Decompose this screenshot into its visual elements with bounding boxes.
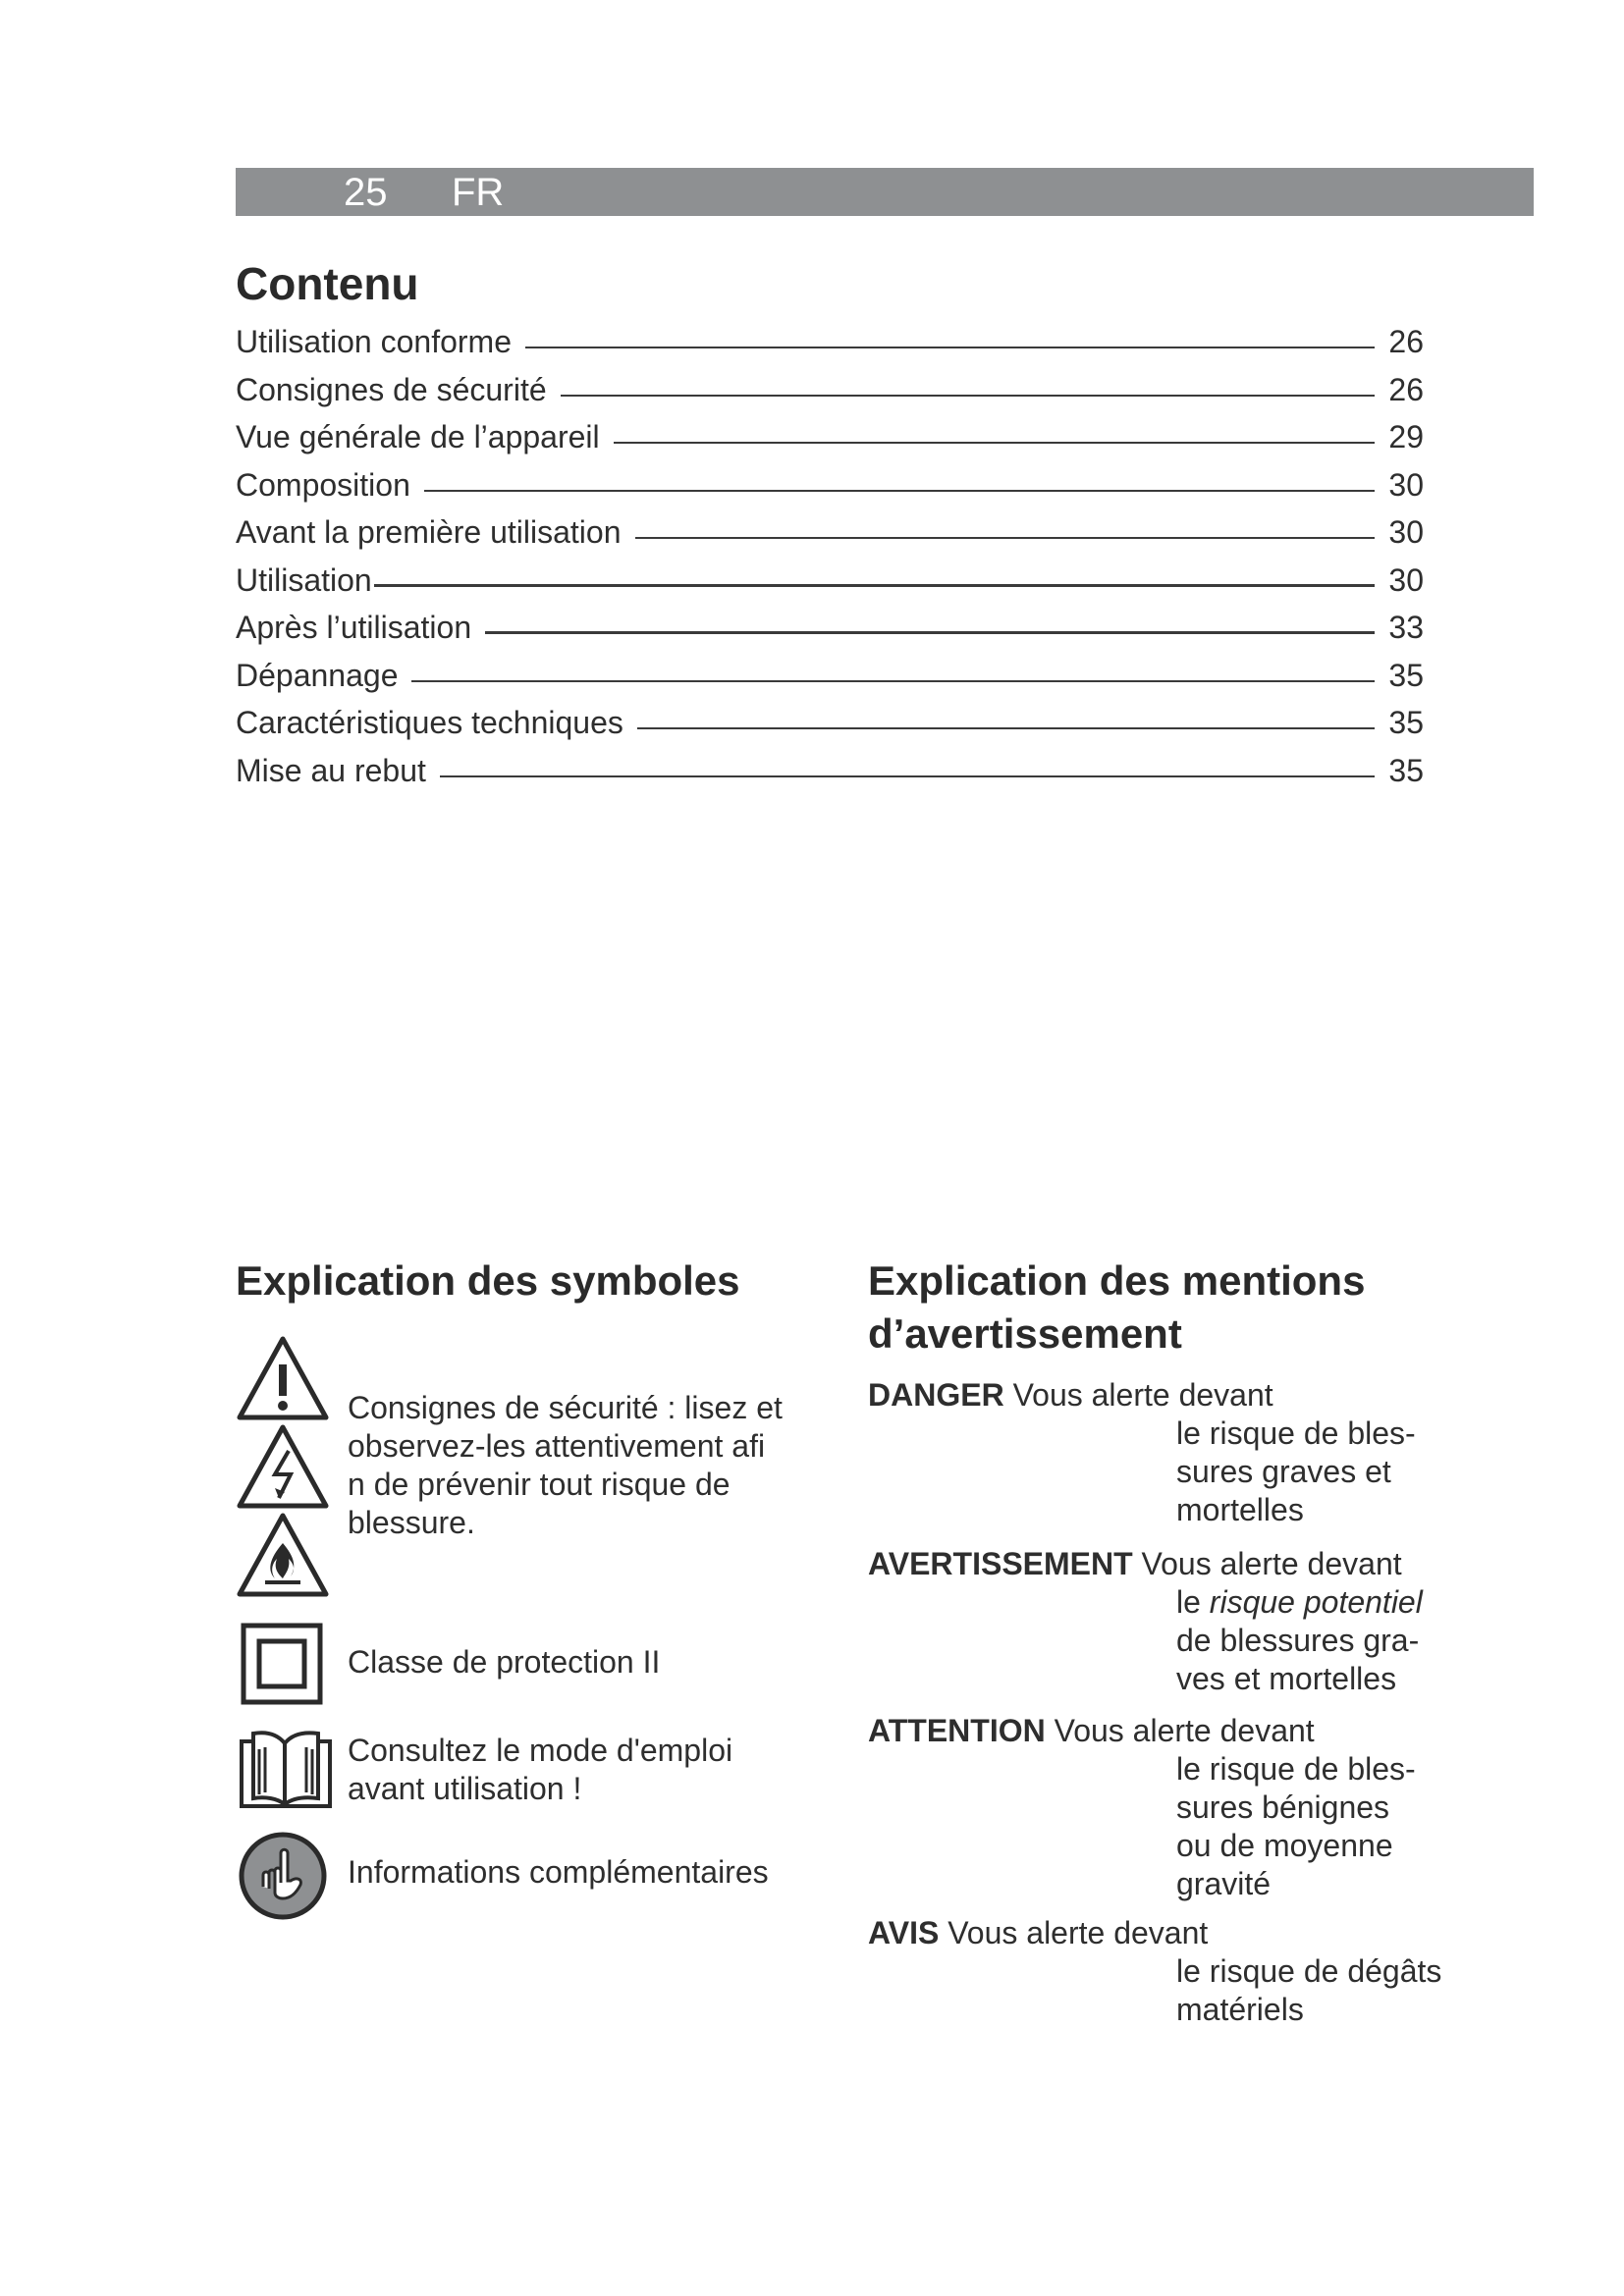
warning-avertissement — [868, 1545, 1496, 1698]
toc-leader — [411, 680, 1375, 682]
toc-entry-page: 35 — [1388, 705, 1424, 740]
language-code: FR — [452, 171, 505, 214]
toc-entry-label: Consignes de sécurité — [236, 371, 547, 407]
warning-lead: Vous alerte devant — [947, 1915, 1209, 1950]
toc-leader — [525, 347, 1375, 348]
symbol-row-info — [236, 1832, 785, 1920]
symbol-row-safety — [236, 1335, 785, 1600]
warning-lead: Vous alerte devant — [1054, 1713, 1315, 1748]
toc-entry-label: Utilisation — [236, 561, 372, 598]
warning-desc — [1176, 1583, 1496, 1698]
warnings-title-line1: Explication des mentions — [868, 1257, 1366, 1304]
warnings-title-line2: d’avertissement — [868, 1310, 1182, 1357]
toc-entry-label: Mise au rebut — [236, 752, 426, 788]
warning-keyword: DANGER — [868, 1377, 1004, 1413]
toc-entry-page: 33 — [1388, 610, 1424, 645]
warning-lead: Vous alerte devant — [1141, 1546, 1402, 1581]
warning-desc — [1176, 1415, 1496, 1529]
toc-entry-page: 30 — [1388, 466, 1424, 503]
toc-leader — [614, 442, 1375, 444]
symbol-row-manual — [236, 1728, 785, 1812]
toc-entry-label: Vue générale de l’appareil — [236, 419, 600, 454]
toc-list — [236, 324, 1424, 800]
warning-desc — [1176, 1750, 1496, 1903]
warning-danger — [868, 1376, 1496, 1529]
toc-entry[interactable] — [236, 562, 1424, 611]
toc-leader — [637, 727, 1375, 729]
toc-entry-label: Avant la première utilisation — [236, 514, 622, 550]
toc-leader — [485, 631, 1375, 634]
page-header-bar — [236, 168, 1534, 216]
warning-triangle-icon — [236, 1335, 330, 1600]
toc-entry-page: 29 — [1388, 419, 1424, 454]
warning-attention — [868, 1712, 1496, 1903]
toc-entry-label: Après l’utilisation — [236, 610, 472, 645]
warning-line: le risque de bles- — [1176, 1751, 1416, 1787]
warning-line: matériels — [1176, 1992, 1304, 2027]
toc-leader — [374, 584, 1375, 587]
toc-entry-page: 30 — [1388, 514, 1424, 550]
page-number: 25 — [344, 171, 388, 214]
toc-leader — [424, 490, 1375, 492]
symbol-manual-text: Consultez le mode d'emploi avant utilisation ! — [348, 1733, 733, 1806]
toc-entry-page: 26 — [1388, 324, 1424, 359]
warning-line-part: le — [1176, 1584, 1210, 1620]
toc-entry[interactable] — [236, 705, 1424, 753]
warning-keyword: AVIS — [868, 1915, 940, 1950]
toc-entry[interactable] — [236, 753, 1424, 801]
toc-entry[interactable] — [236, 658, 1424, 706]
toc-leader — [440, 775, 1375, 777]
symbol-row-protection — [236, 1622, 785, 1706]
toc-leader — [635, 537, 1376, 539]
toc-entry[interactable] — [236, 467, 1424, 515]
warning-line: le risque de dégâts — [1176, 1953, 1442, 1989]
toc-entry[interactable] — [236, 419, 1424, 467]
warning-keyword: AVERTISSEMENT — [868, 1546, 1133, 1581]
toc-leader — [561, 395, 1375, 397]
manual-book-icon — [236, 1728, 338, 1812]
toc-entry[interactable] — [236, 610, 1424, 658]
toc-entry-label: Caractéristiques techniques — [236, 705, 623, 740]
toc-title: Contenu — [236, 258, 419, 309]
warning-keyword: ATTENTION — [868, 1713, 1046, 1748]
protection-class-ii-icon — [236, 1622, 330, 1706]
symbols-title: Explication des symboles — [236, 1257, 740, 1304]
warning-line: ou de moyenne — [1176, 1828, 1393, 1863]
warning-line: gravité — [1176, 1866, 1272, 1901]
warning-desc — [1176, 1952, 1496, 2029]
symbol-safety-text: Consignes de sécurité : lisez et observez-les attentivement afi n de prévenir tout risque de blessure. — [348, 1390, 783, 1540]
toc-entry-label: Utilisation conforme — [236, 324, 512, 359]
toc-entry[interactable] — [236, 372, 1424, 420]
symbol-protection-text: Classe de protection II — [348, 1644, 661, 1680]
toc-entry-page: 35 — [1388, 752, 1424, 788]
toc-entry-label: Composition — [236, 466, 410, 503]
warning-line: mortelles — [1176, 1492, 1304, 1527]
hand-pointer-icon — [236, 1832, 330, 1920]
toc-entry-label: Dépannage — [236, 657, 399, 693]
toc-entry-page: 35 — [1388, 657, 1424, 693]
warning-line: le risque de bles- — [1176, 1415, 1416, 1451]
warning-line: de blessures gra- — [1176, 1623, 1420, 1658]
warnings-title — [868, 1255, 1365, 1361]
toc-entry[interactable] — [236, 514, 1424, 562]
toc-entry-page: 30 — [1388, 561, 1424, 598]
warning-line: ves et mortelles — [1176, 1661, 1397, 1696]
warning-line-italic: risque potentiel — [1209, 1584, 1423, 1620]
warning-avis — [868, 1914, 1496, 2029]
warning-line — [1176, 1583, 1496, 1622]
warning-line: sures graves et — [1176, 1454, 1391, 1489]
warning-lead: Vous alerte devant — [1012, 1377, 1273, 1413]
symbol-info-text: Informations complémentaires — [348, 1854, 769, 1890]
toc-entry-page: 26 — [1388, 371, 1424, 407]
toc-entry[interactable] — [236, 324, 1424, 372]
warning-line: sures bénignes — [1176, 1789, 1390, 1825]
